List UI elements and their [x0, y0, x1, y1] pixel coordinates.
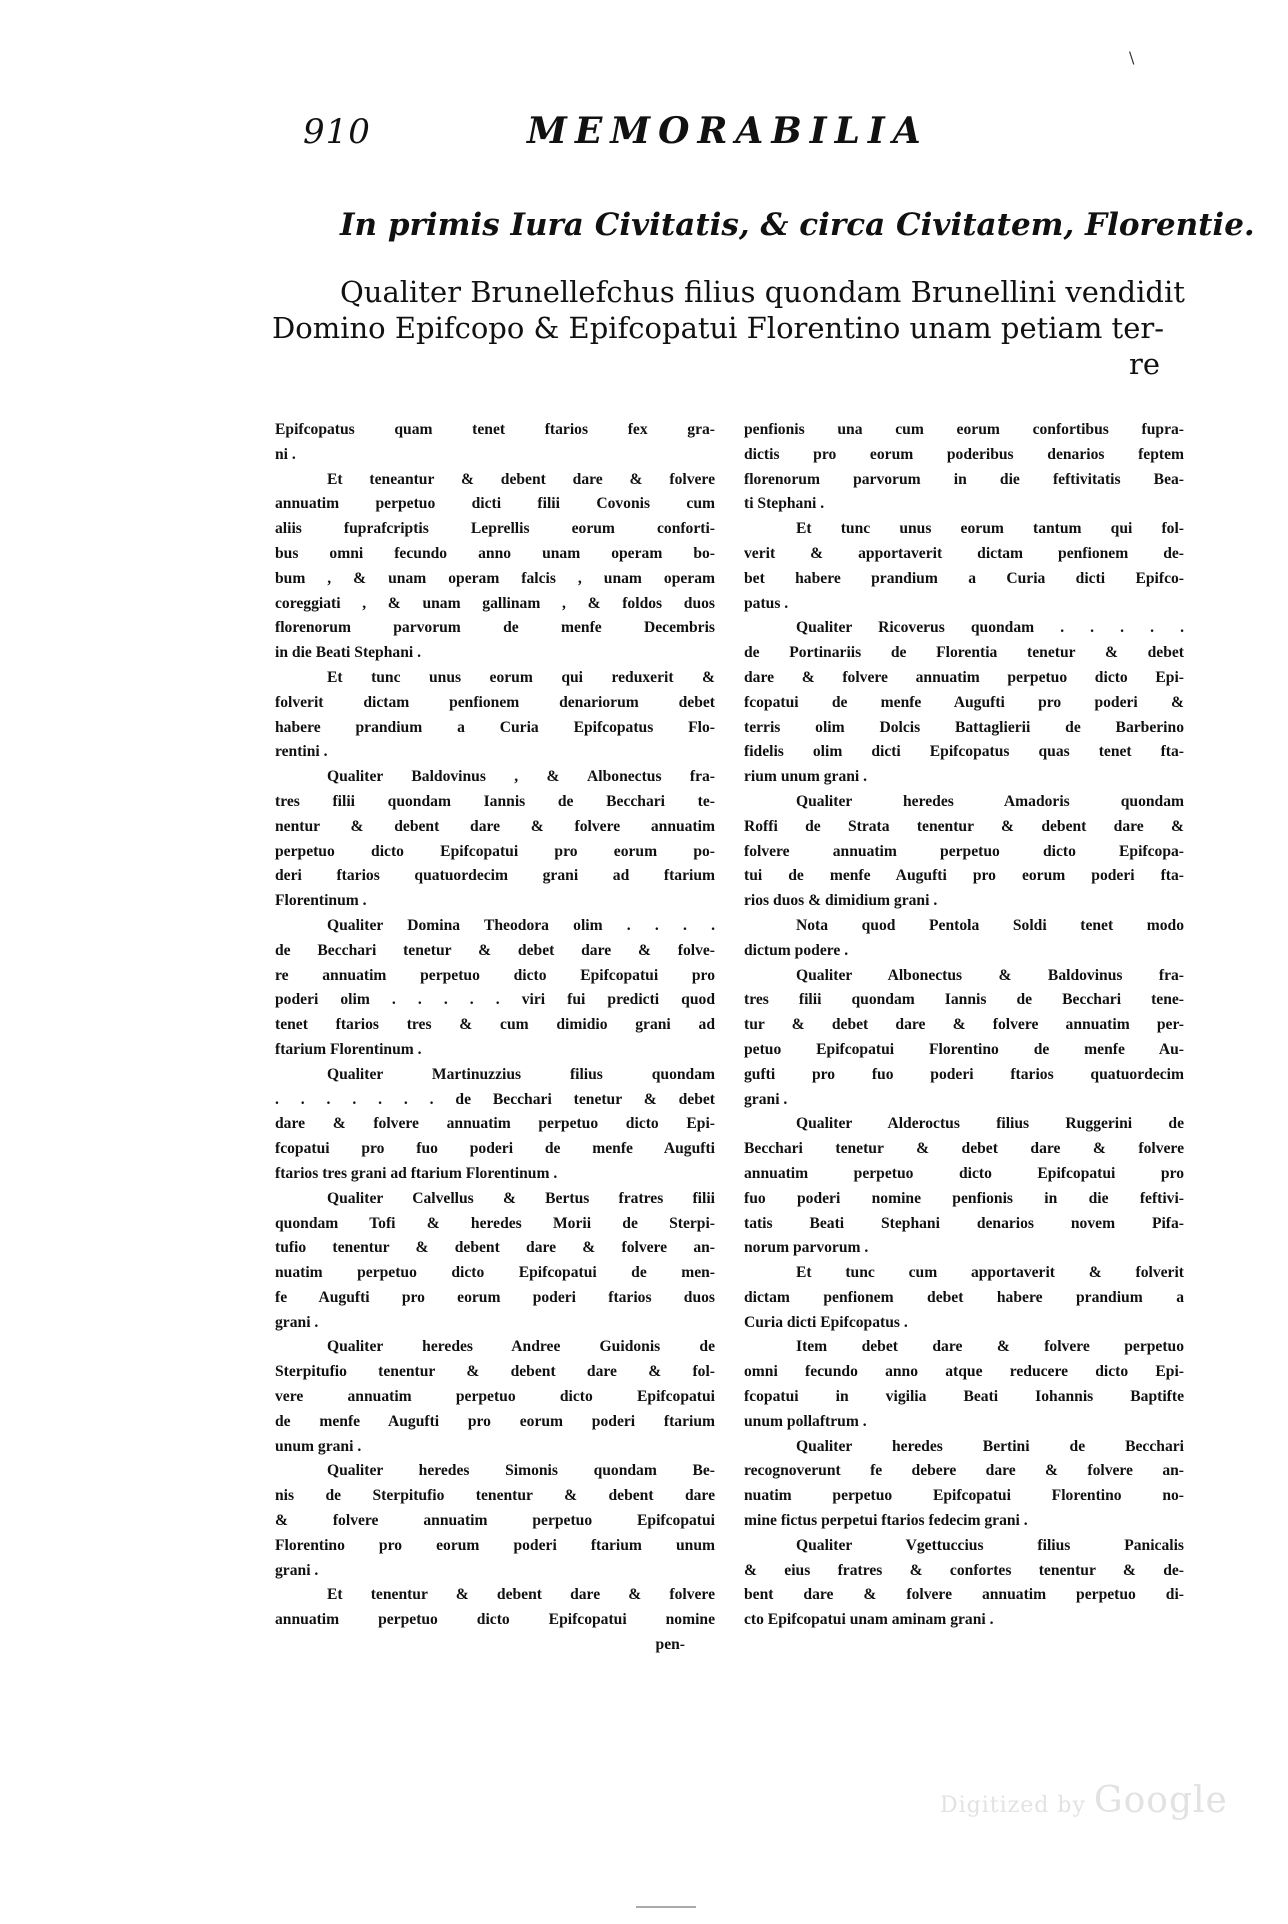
text-line: Qualiter heredes Amadoris quondam [796, 792, 1184, 810]
text-line: poderi olim . . . . . viri fui predicti quod [275, 991, 715, 1009]
text-line: bum , & unam operam falcis , unam operam [275, 569, 715, 587]
text-line: unum pollaftrum . [744, 1412, 867, 1430]
text-line: Qualiter Alderoctus filius Ruggerini de [796, 1115, 1184, 1133]
right-text-column [744, 418, 1184, 1633]
text-line: Item debet dare & folvere perpetuo [796, 1338, 1184, 1356]
text-line: Et tunc cum apportaverit & folverit [796, 1264, 1184, 1282]
text-line: & eius fratres & confortes tenentur & de- [744, 1561, 1184, 1579]
text-line: florenorum parvorum de menfe Decembris [275, 619, 715, 637]
text-line: Et teneantur & debent dare & folvere [327, 470, 715, 488]
text-line: florenorum parvorum in die feftivitatis Bea- [744, 470, 1184, 488]
document-heading [272, 274, 1185, 382]
text-line: tui de menfe Augufti pro eorum poderi fta- [744, 867, 1184, 885]
text-line: Et tenentur & debent dare & folvere [327, 1586, 715, 1604]
text-line: penfionis una cum eorum confortibus fupra- [744, 421, 1184, 438]
watermark-brand: Google [1093, 1780, 1228, 1821]
text-line: ftarium Florentinum . [275, 1040, 422, 1058]
text-line: Qualiter Ricoverus quondam . . . . . [796, 619, 1184, 637]
text-line: re annuatim perpetuo dicto Epifcopatui pro [275, 966, 715, 984]
text-line: Sterpitufio tenentur & debent dare & fol- [275, 1363, 715, 1381]
text-line: grani . [275, 1561, 319, 1579]
text-line: Roffi de Strata tenentur & debent dare & [744, 817, 1184, 835]
left-text-column [275, 418, 715, 1658]
text-line: de Portinariis de Florentia tenetur & debet [744, 644, 1184, 662]
text-line: dictis pro eorum poderibus denarios feptem [744, 445, 1184, 463]
section-title: In primis Iura Civitatis, & circa Civitatem, Florentie. [340, 207, 1255, 243]
text-line: Qualiter Martinuzzius filius quondam [327, 1065, 715, 1083]
text-line: fcopatui in vigilia Beati Iohannis Baptifte [744, 1388, 1184, 1406]
text-line: pen- [655, 1636, 685, 1654]
text-line: vere annuatim perpetuo dicto Epifcopatui [275, 1388, 715, 1406]
text-line: quondam Tofi & heredes Morii de Sterpi- [275, 1214, 715, 1232]
text-line: Epifcopatus quam tenet ftarios fex gra- [275, 421, 715, 438]
text-line: Qualiter Vgettuccius filius Panicalis [796, 1536, 1184, 1554]
text-line: patus . [744, 594, 789, 612]
text-line: bus omni fecundo anno unam operam bo- [275, 544, 715, 562]
text-line: bet habere prandium a Curia dicti Epifco- [744, 569, 1184, 587]
text-line: Qualiter heredes Simonis quondam Be- [327, 1462, 715, 1480]
text-line: annuatim perpetuo dicto Epifcopatui nomine [275, 1611, 715, 1629]
text-line: Curia dicti Epifcopatus . [744, 1313, 908, 1331]
text-line: Florentino pro eorum poderi ftarium unum [275, 1536, 715, 1554]
text-line: Et tunc unus eorum tantum qui fol- [796, 520, 1184, 538]
text-line: tres filii quondam Iannis de Becchari tene- [744, 991, 1184, 1009]
text-line: norum parvorum . [744, 1239, 869, 1257]
text-line: dare & folvere annuatim perpetuo dicto Epi- [275, 1115, 715, 1133]
text-line: folverit dictam penfionem denariorum debet [275, 693, 715, 711]
text-line: . . . . . . . de Becchari tenetur & debet [275, 1090, 715, 1108]
text-line: fcopatui pro fuo poderi de menfe Augufti [275, 1140, 715, 1158]
text-line: unum grani . [275, 1437, 362, 1455]
text-line: tur & debet dare & folvere annuatim per- [744, 1016, 1184, 1034]
text-line: nis de Sterpitufio tenentur & debent dare [275, 1487, 715, 1505]
text-line: Qualiter Calvellus & Bertus fratres filii [327, 1189, 715, 1207]
text-line: Qualiter heredes Bertini de Becchari [796, 1437, 1184, 1455]
text-line: grani . [744, 1090, 788, 1108]
text-line: Becchari tenetur & debet dare & folvere [744, 1140, 1184, 1158]
heading-line: Domino Epifcopo & Epifcopatui Florentino unam petiam ter- [272, 311, 1165, 345]
text-line: cto Epifcopatui unam aminam grani . [744, 1611, 994, 1629]
text-line: annuatim perpetuo dicto Epifcopatui pro [744, 1164, 1184, 1182]
text-line: Nota quod Pentola Soldi tenet modo [796, 916, 1184, 934]
text-line: dictum podere . [744, 941, 849, 959]
text-line: ti Stephani . [744, 495, 825, 513]
text-line: dictam penfionem debet habere prandium a [744, 1288, 1184, 1306]
text-line: Qualiter Domina Theodora olim . . . . [327, 916, 715, 934]
text-line: in die Beati Stephani . [275, 644, 422, 662]
text-line: Qualiter Albonectus & Baldovinus fra- [796, 966, 1184, 984]
text-line: Florentinum . [275, 892, 367, 910]
text-line: de Becchari tenetur & debet dare & folve- [275, 941, 715, 959]
text-line: folvere annuatim perpetuo dicto Epifcopa- [744, 842, 1184, 860]
corner-mark: \ [1129, 48, 1135, 67]
text-line: rios duos & dimidium grani . [744, 892, 938, 910]
text-line: tres filii quondam Iannis de Becchari te- [275, 792, 715, 810]
text-line: recognoverunt fe debere dare & folvere an- [744, 1462, 1184, 1480]
text-line: grani . [275, 1313, 319, 1331]
text-line: ftarios tres grani ad ftarium Florentinum . [275, 1164, 558, 1182]
text-line: omni fecundo anno atque reducere dicto Epi- [744, 1363, 1184, 1381]
text-line: Et tunc unus eorum qui reduxerit & [327, 668, 715, 686]
heading-line: Qualiter Brunellefchus filius quondam Brunellini vendidit [340, 275, 1185, 309]
text-line: nuatim perpetuo Epifcopatui Florentino no- [744, 1487, 1184, 1505]
text-line: rentini . [275, 743, 328, 761]
text-line: fuo poderi nomine penfionis in die feftivi- [744, 1189, 1184, 1207]
text-line: coreggiati , & unam gallinam , & foldos duos [275, 594, 715, 612]
text-line: mine fictus perpetui ftarios fedecim grani . [744, 1512, 1028, 1530]
text-line: tatis Beati Stephani denarios novem Pifa- [744, 1214, 1184, 1232]
text-line: deri ftarios quatuordecim grani ad ftarium [275, 867, 715, 885]
running-title: MEMORABILIA [527, 110, 929, 152]
text-line: petuo Epifcopatui Florentino de menfe Au- [744, 1040, 1184, 1058]
text-line: nuatim perpetuo dicto Epifcopatui de men- [275, 1264, 715, 1282]
text-line: ni . [275, 445, 296, 463]
text-line: rium unum grani . [744, 768, 868, 786]
text-line: habere prandium a Curia Epifcopatus Flo- [275, 718, 715, 736]
text-line: aliis fuprafcriptis Leprellis eorum conforti- [275, 520, 715, 538]
text-line: verit & apportaverit dictam penfionem de- [744, 544, 1184, 562]
text-line: dare & folvere annuatim perpetuo dicto Epi- [744, 668, 1184, 686]
text-line: fe Augufti pro eorum poderi ftarios duos [275, 1288, 715, 1306]
text-line: tufio tenentur & debent dare & folvere an- [275, 1239, 715, 1257]
text-line: nentur & debent dare & folvere annuatim [275, 817, 715, 835]
digitized-watermark [940, 1780, 1228, 1821]
text-line: & folvere annuatim perpetuo Epifcopatui [275, 1512, 715, 1530]
text-line: fcopatui de menfe Augufti pro poderi & [744, 693, 1184, 711]
text-line: fidelis olim dicti Epifcopatus quas tenet fta- [744, 743, 1184, 761]
text-line: Qualiter Baldovinus , & Albonectus fra- [327, 768, 715, 786]
heading-line: re [1128, 347, 1160, 381]
watermark-prefix: Digitized by [940, 1793, 1086, 1818]
text-line: de menfe Augufti pro eorum poderi ftarium [275, 1412, 715, 1430]
text-line: tenet ftarios tres & cum dimidio grani ad [275, 1016, 715, 1034]
page-number: 910 [303, 112, 371, 152]
text-line: gufti pro fuo poderi ftarios quatuordecim [744, 1065, 1184, 1083]
text-line: terris olim Dolcis Battaglierii de Barberino [744, 718, 1184, 736]
bottom-rule [636, 1906, 696, 1908]
text-line: perpetuo dicto Epifcopatui pro eorum po- [275, 842, 715, 860]
text-line: Qualiter heredes Andree Guidonis de [327, 1338, 715, 1356]
text-line: bent dare & folvere annuatim perpetuo di- [744, 1586, 1184, 1604]
text-line: annuatim perpetuo dicti filii Covonis cum [275, 495, 715, 513]
